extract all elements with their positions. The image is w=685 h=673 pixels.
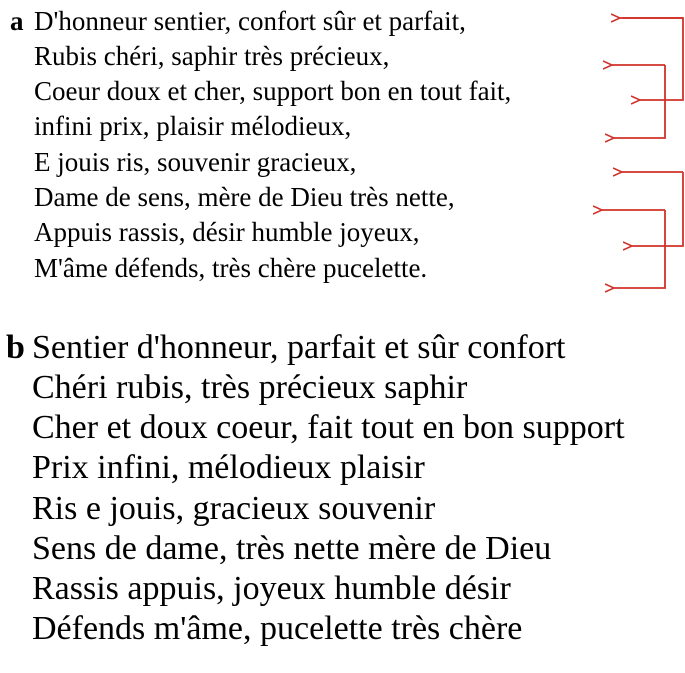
section-b-label: b xyxy=(6,329,25,366)
section-b-line-7: Rassis appuis, joyeux humble désir xyxy=(32,570,511,607)
section-a-line-8: M'âme défends, très chère pucelette. xyxy=(34,253,428,283)
arrow-line-1-to-line-3 xyxy=(622,18,683,100)
section-a-line-2: Rubis chéri, saphir très précieux, xyxy=(34,41,390,71)
section-a-line-5: E jouis ris, souvenir gracieux, xyxy=(34,147,357,177)
section-a-line-6: Dame de sens, mère de Dieu très nette, xyxy=(34,182,455,212)
section-b-line-6: Sens de dame, très nette mère de Dieu xyxy=(32,530,552,567)
first-quatrain-rhyme-links xyxy=(612,18,683,138)
arrow-line-2-to-line-4 xyxy=(614,65,665,138)
rhyme-arrows-diagram xyxy=(0,0,685,305)
section-b-line-1: Sentier d'honneur, parfait et sûr confort xyxy=(32,329,566,366)
arrow-line-5-to-line-7 xyxy=(632,172,683,246)
section-a-label: a xyxy=(10,6,24,36)
section-b-line-2: Chéri rubis, très précieux saphir xyxy=(32,369,468,406)
arrow-line-6-to-line-8 xyxy=(614,210,665,288)
section-b xyxy=(0,318,685,673)
section-b-line-3: Cher et doux coeur, fait tout en bon support xyxy=(32,409,625,446)
section-b-line-4: Prix infini, mélodieux plaisir xyxy=(32,449,425,486)
section-a-line-7: Appuis rassis, désir humble joyeux, xyxy=(34,217,420,247)
second-quatrain-rhyme-links xyxy=(602,172,683,288)
section-a-line-4: infini prix, plaisir mélodieux, xyxy=(34,111,352,141)
section-a-line-1: D'honneur sentier, confort sûr et parfait, xyxy=(34,6,466,36)
section-b-line-5: Ris e jouis, gracieux souvenir xyxy=(32,490,436,527)
section-a-line-3: Coeur doux et cher, support bon en tout fait, xyxy=(34,76,512,106)
section-b-line-8: Défends m'âme, pucelette très chère xyxy=(32,610,523,647)
